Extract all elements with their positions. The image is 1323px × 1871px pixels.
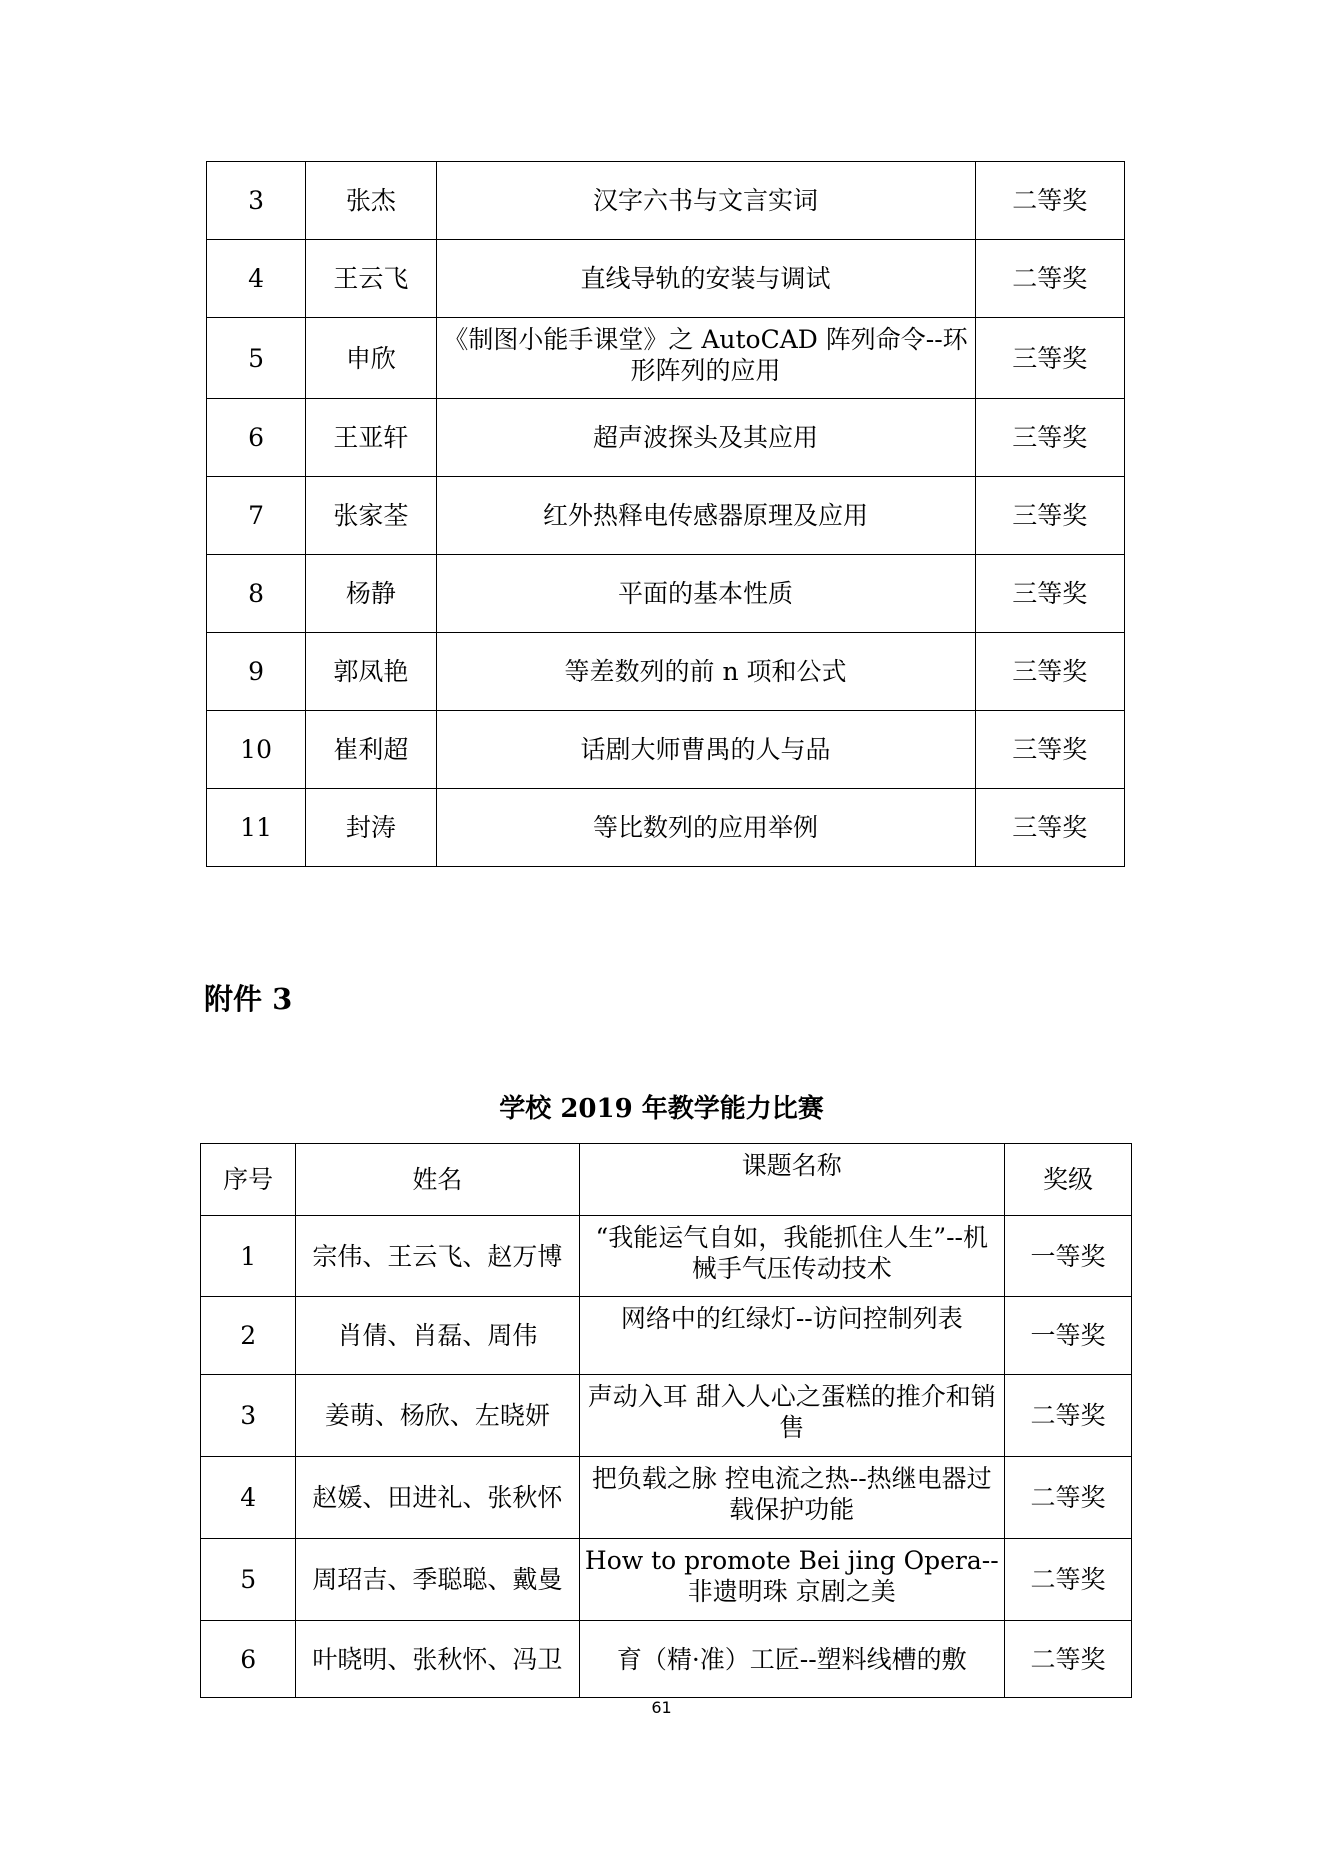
table-row	[201, 1539, 1132, 1621]
table-row	[207, 555, 1125, 633]
row-number: 4	[201, 1457, 296, 1539]
row-title: 把负载之脉 控电流之热--热继电器过载保护功能	[579, 1457, 1004, 1539]
row-name: 赵媛、田进礼、张秋怀	[296, 1457, 579, 1539]
row-award: 三等奖	[975, 318, 1124, 399]
row-title: 等差数列的前 n 项和公式	[436, 633, 975, 711]
row-number: 11	[207, 789, 306, 867]
row-award: 三等奖	[975, 555, 1124, 633]
row-name: 崔利超	[306, 711, 436, 789]
row-number: 1	[201, 1216, 296, 1297]
row-award: 三等奖	[975, 711, 1124, 789]
row-number: 9	[207, 633, 306, 711]
row-number: 6	[207, 399, 306, 477]
table-row	[207, 399, 1125, 477]
row-name: 张家荃	[306, 477, 436, 555]
row-title: 平面的基本性质	[436, 555, 975, 633]
row-title: 超声波探头及其应用	[436, 399, 975, 477]
page-number: 61	[651, 1698, 672, 1717]
row-award: 二等奖	[1005, 1457, 1132, 1539]
row-title: 网络中的红绿灯--访问控制列表	[579, 1297, 1004, 1375]
table-row	[207, 789, 1125, 867]
table-row	[207, 318, 1125, 399]
row-name: 张杰	[306, 162, 436, 240]
row-award: 三等奖	[975, 399, 1124, 477]
row-award: 三等奖	[975, 477, 1124, 555]
table-row	[201, 1375, 1132, 1457]
row-title: 话剧大师曹禺的人与品	[436, 711, 975, 789]
row-award: 一等奖	[1005, 1216, 1132, 1297]
row-name: 叶晓明、张秋怀、冯卫	[296, 1621, 579, 1698]
header-row	[201, 1144, 1132, 1216]
row-award: 一等奖	[1005, 1297, 1132, 1375]
row-title: “我能运气自如，我能抓住人生”--机械手气压传动技术	[579, 1216, 1004, 1297]
row-award: 二等奖	[975, 240, 1124, 318]
row-name: 封涛	[306, 789, 436, 867]
table-row	[201, 1216, 1132, 1297]
row-name: 申欣	[306, 318, 436, 399]
row-title: 《制图小能手课堂》之 AutoCAD 阵列命令--环形阵列的应用	[436, 318, 975, 399]
row-title: 育（精·准）工匠--塑料线槽的敷	[579, 1621, 1004, 1698]
row-name: 肖倩、肖磊、周伟	[296, 1297, 579, 1375]
row-award: 二等奖	[975, 162, 1124, 240]
row-number: 4	[207, 240, 306, 318]
table-title: 学校 2019 年教学能力比赛	[499, 1094, 824, 1124]
row-number: 6	[201, 1621, 296, 1698]
table-row	[201, 1297, 1132, 1375]
row-title: 红外热释电传感器原理及应用	[436, 477, 975, 555]
row-name: 姜萌、杨欣、左晓妍	[296, 1375, 579, 1457]
table-row	[207, 162, 1125, 240]
award-table-continued	[206, 161, 1125, 867]
row-number: 3	[201, 1375, 296, 1457]
row-title: 声动入耳 甜入人心之蛋糕的推介和销售	[579, 1375, 1004, 1457]
row-title: 汉字六书与文言实词	[436, 162, 975, 240]
header-award: 奖级	[1005, 1144, 1132, 1216]
row-award: 二等奖	[1005, 1621, 1132, 1698]
header-name: 姓名	[296, 1144, 579, 1216]
row-number: 8	[207, 555, 306, 633]
table-row	[207, 633, 1125, 711]
table-row	[207, 477, 1125, 555]
row-name: 杨静	[306, 555, 436, 633]
row-number: 5	[207, 318, 306, 399]
competition-table	[200, 1143, 1132, 1698]
header-number: 序号	[201, 1144, 296, 1216]
row-award: 二等奖	[1005, 1539, 1132, 1621]
row-title: 直线导轨的安装与调试	[436, 240, 975, 318]
row-name: 王亚轩	[306, 399, 436, 477]
row-award: 二等奖	[1005, 1375, 1132, 1457]
row-award: 三等奖	[975, 633, 1124, 711]
row-title: 等比数列的应用举例	[436, 789, 975, 867]
row-name: 王云飞	[306, 240, 436, 318]
header-title: 课题名称	[579, 1144, 1004, 1216]
table-row	[201, 1457, 1132, 1539]
row-name: 周玿吉、季聪聪、戴曼	[296, 1539, 579, 1621]
row-number: 7	[207, 477, 306, 555]
row-title: How to promote Bei jing Opera--非遗明珠 京剧之美	[579, 1539, 1004, 1621]
row-number: 10	[207, 711, 306, 789]
row-name: 郭凤艳	[306, 633, 436, 711]
row-award: 三等奖	[975, 789, 1124, 867]
appendix-heading: 附件 3	[204, 982, 293, 1016]
table-row	[207, 240, 1125, 318]
row-number: 3	[207, 162, 306, 240]
row-number: 2	[201, 1297, 296, 1375]
table-row	[207, 711, 1125, 789]
table-row	[201, 1621, 1132, 1698]
row-number: 5	[201, 1539, 296, 1621]
row-name: 宗伟、王云飞、赵万博	[296, 1216, 579, 1297]
